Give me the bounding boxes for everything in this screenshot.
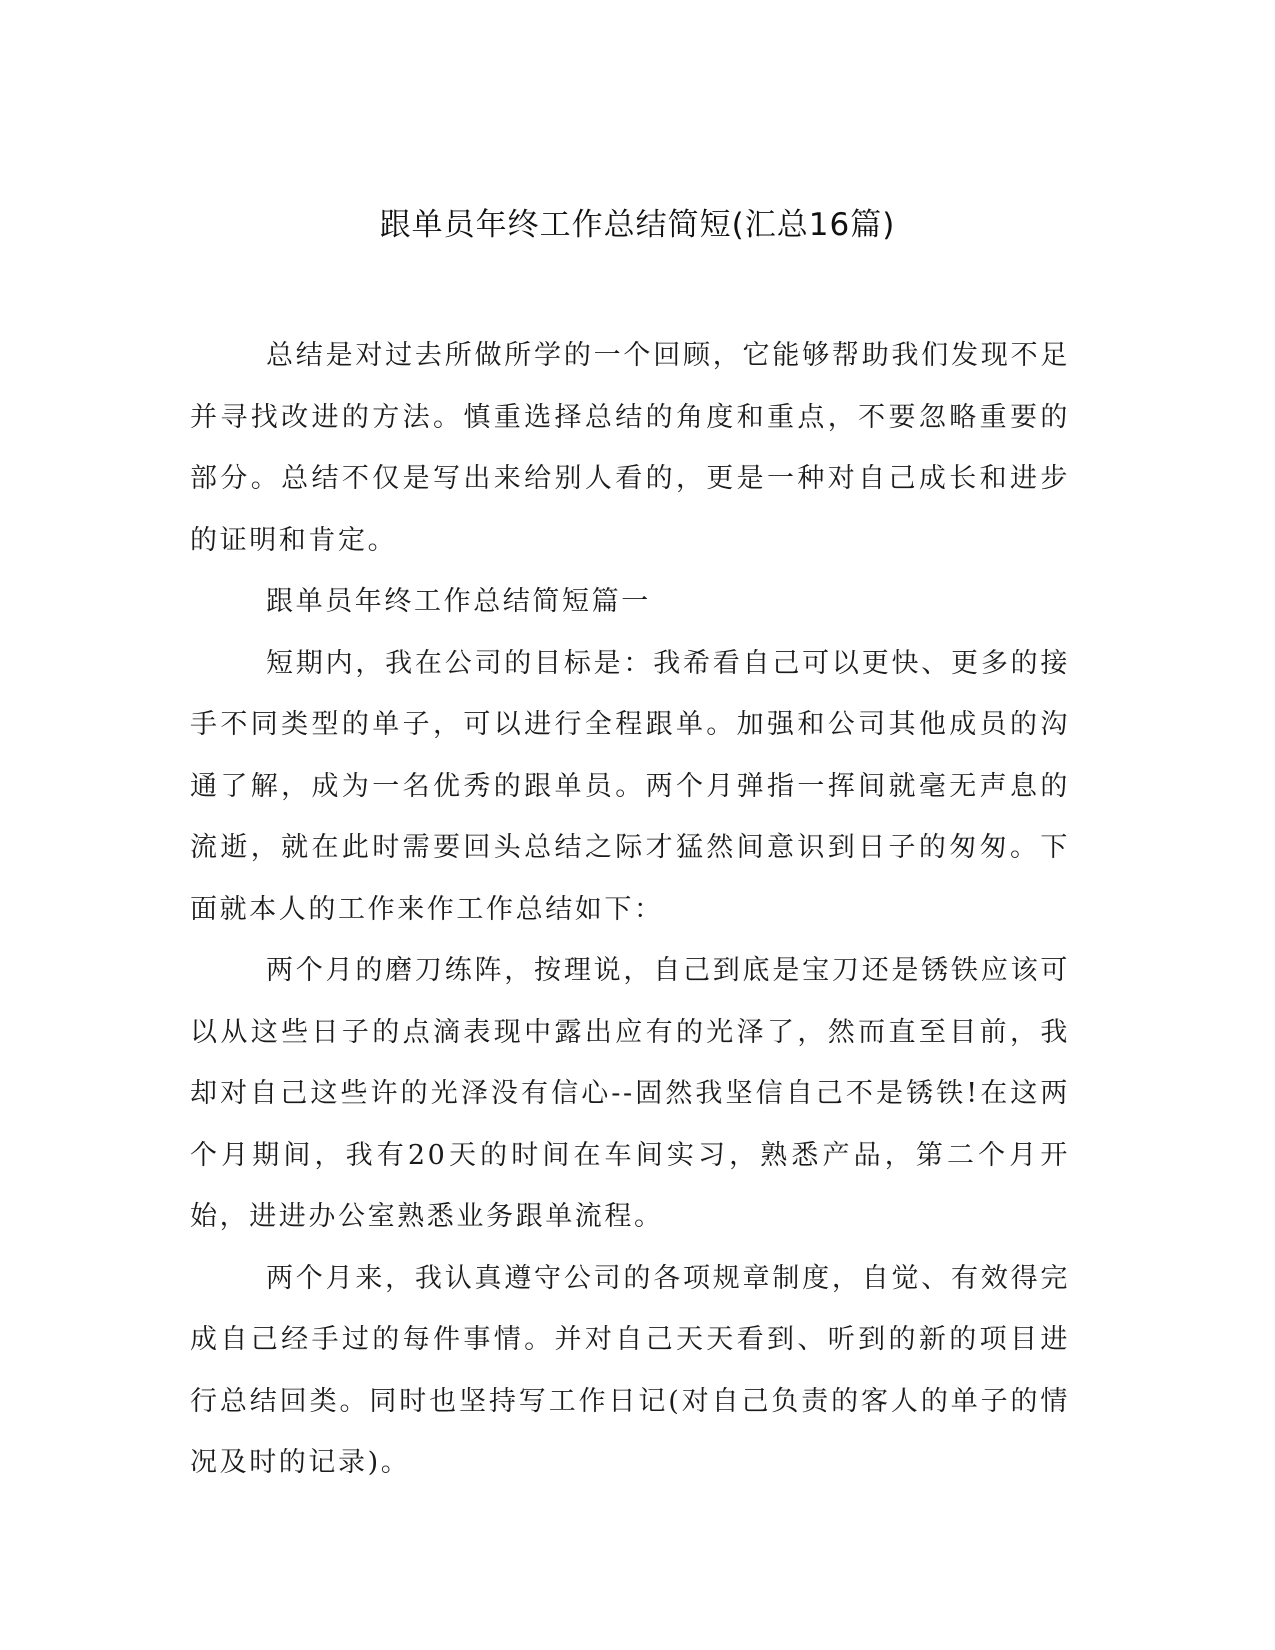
intro-paragraph: 总结是对过去所做所学的一个回顾，它能够帮助我们发现不足并寻找改进的方法。慎重选择总结的角度和重点，不要忽略重要的部分。总结不仅是写出来给别人看的，更是一种对自己成长和进步的证明和肯定。 — [190, 340, 1070, 556]
body-paragraph: 两个月的磨刀练阵，按理说，自己到底是宝刀还是锈铁应该可以从这些日子的点滴表现中露出应有的光泽了，然而直至目前，我却对自己这些许的光泽没有信心--固然我坚信自己不是锈铁!在这两个月期间，我有20天的时间在车间实习，熟悉产品，第二个月开始，进进办公室熟悉业务跟单流程。 — [190, 955, 1070, 1232]
document-body — [190, 325, 1070, 1494]
document-title: 跟单员年终工作总结简短(汇总16篇) — [379, 207, 896, 243]
body-paragraph: 短期内，我在公司的目标是：我希看自己可以更快、更多的接手不同类型的单子，可以进行全程跟单。加强和公司其他成员的沟通了解，成为一名优秀的跟单员。两个月弹指一挥间就毫无声息的流逝，就在此时需要回头总结之际才猛然间意识到日子的匆匆。下面就本人的工作来作工作总结如下： — [190, 647, 1070, 925]
section-heading: 跟单员年终工作总结简短篇一 — [266, 586, 651, 617]
body-paragraph: 两个月来，我认真遵守公司的各项规章制度，自觉、有效得完成自己经手过的每件事情。并对自己天天看到、听到的新的项目进行总结回类。同时也坚持写工作日记(对自己负责的客人的单子的情况及时的记录)。 — [190, 1262, 1070, 1478]
